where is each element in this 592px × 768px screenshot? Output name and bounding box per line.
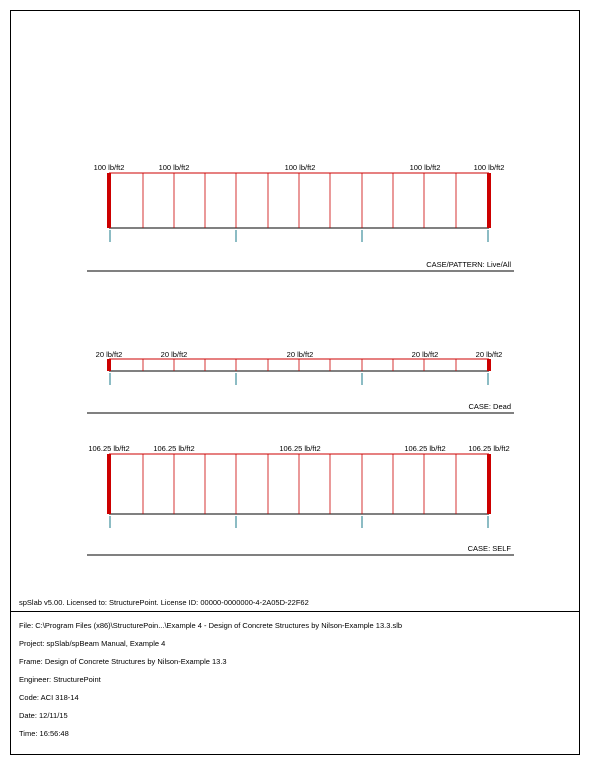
load-value-label: 106.25 lb/ft2 <box>153 444 195 453</box>
time-text: Time: 16:56:48 <box>19 729 69 738</box>
load-value-label: 100 lb/ft2 <box>284 163 316 172</box>
design-code: Code: ACI 318-14 <box>19 693 79 702</box>
load-end-bar <box>107 359 111 371</box>
date-text: Date: 12/11/15 <box>19 711 68 720</box>
load-end-bar <box>487 173 491 228</box>
load-value-label: 20 lb/ft2 <box>160 350 188 359</box>
case-label: CASE/PATTERN: Live/All <box>426 260 511 269</box>
load-end-bar <box>487 359 491 371</box>
load-value-label: 20 lb/ft2 <box>286 350 314 359</box>
load-value-label: 106.25 lb/ft2 <box>404 444 446 453</box>
license-text: spSlab v5.00. Licensed to: StructurePoint. License ID: 00000-0000000-4-2A05D-22F62 <box>19 598 309 607</box>
load-value-label: 20 lb/ft2 <box>475 350 503 359</box>
load-value-label: 100 lb/ft2 <box>409 163 441 172</box>
load-value-label: 106.25 lb/ft2 <box>468 444 510 453</box>
load-end-bar <box>107 454 111 514</box>
load-value-label: 20 lb/ft2 <box>95 350 123 359</box>
load-end-bar <box>487 454 491 514</box>
load-value-label: 100 lb/ft2 <box>158 163 190 172</box>
load-value-label: 100 lb/ft2 <box>93 163 125 172</box>
load-value-label: 106.25 lb/ft2 <box>88 444 130 453</box>
load-value-label: 106.25 lb/ft2 <box>279 444 321 453</box>
case-label: CASE: Dead <box>468 402 511 411</box>
load-value-label: 20 lb/ft2 <box>411 350 439 359</box>
load-value-label: 100 lb/ft2 <box>473 163 505 172</box>
load-end-bar <box>107 173 111 228</box>
case-label: CASE: SELF <box>467 544 511 553</box>
project-name: Project: spSlab/spBeam Manual, Example 4 <box>19 639 166 648</box>
file-path: File: C:\Program Files (x86)\StructurePoin...\Example 4 - Design of Concrete Structures by Nilson-Example 13.3.slb <box>19 621 403 630</box>
license-line <box>10 593 580 612</box>
engineer-name: Engineer: StructurePoint <box>19 675 101 684</box>
frame-name: Frame: Design of Concrete Structures by Nilson-Example 13.3 <box>19 657 227 666</box>
